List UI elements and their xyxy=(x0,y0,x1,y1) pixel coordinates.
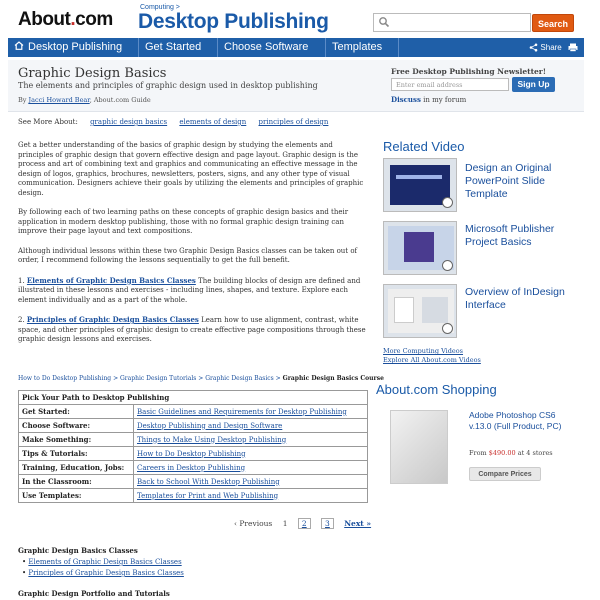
search-icon xyxy=(378,16,390,28)
body-list-item xyxy=(18,315,370,345)
nav-label: Desktop Publishing xyxy=(28,41,123,53)
thumb-line xyxy=(396,175,442,179)
video-thumbnail[interactable] xyxy=(383,158,457,212)
path-link-cell xyxy=(134,461,368,475)
table-row xyxy=(19,447,368,461)
forum-line xyxy=(391,95,466,104)
classes-heading: Graphic Design Basics Classes xyxy=(18,546,138,555)
path-link[interactable]: Desktop Publishing and Design Software xyxy=(137,421,283,430)
classes-list xyxy=(22,557,184,579)
thumb-slide xyxy=(390,165,450,205)
table-row xyxy=(19,475,368,489)
breadcrumb: How to Do Desktop Publishing > Graphic Design Tutorials > Graphic Design Basics > Graphic Design Basics Course xyxy=(18,375,384,382)
path-link[interactable]: Back to School With Desktop Publishing xyxy=(137,477,280,486)
about-logo[interactable]: About.com xyxy=(18,9,113,30)
compare-prices-button[interactable]: Compare Prices xyxy=(469,467,541,481)
video-title-link[interactable]: Overview of InDesign Interface xyxy=(465,286,565,311)
pagination-previous: ‹ Previous xyxy=(234,519,273,528)
article-body xyxy=(18,141,370,355)
item-text: The building blocks of design are defined and illustrated in these lessons and exercises - including lines, shapes, and texture. Explore each element individually and as a part of the whole. xyxy=(18,276,361,304)
newsletter-email-field[interactable]: Enter email address xyxy=(391,78,509,91)
path-link[interactable]: Templates for Print and Web Publishing xyxy=(137,491,279,500)
body-paragraph: Although individual lessons within these two Graphic Design Basics classes can be taken out of order, I recommend following the lessons sequentially to get the full benefit. xyxy=(18,246,358,264)
search-button[interactable]: Search xyxy=(532,14,574,32)
home-icon xyxy=(14,41,24,50)
nav-desktop-publishing[interactable] xyxy=(8,38,139,57)
item-number: 1. xyxy=(18,276,27,285)
nav-choose-software[interactable]: Choose Software xyxy=(218,38,326,57)
newsletter-signup-button[interactable]: Sign Up xyxy=(512,77,555,92)
classes-link[interactable]: Principles of Graphic Design Basics Classes xyxy=(28,569,184,577)
product-name-link[interactable]: Adobe Photoshop CS6 v.13.0 (Full Product, PC) xyxy=(469,410,562,431)
print-icon[interactable] xyxy=(568,43,578,52)
page-3-link[interactable] xyxy=(321,518,334,529)
breadcrumb-link[interactable]: Graphic Design Tutorials xyxy=(120,375,197,382)
portfolio-heading: Graphic Design Portfolio and Tutorials xyxy=(18,589,170,598)
body-paragraph: Get a better understanding of the basics of graphic design by studying the elements and principles of graphic design that govern effective design and page layout. Graphic design is the process and art of combining text and graphics and communicating an effective message in the design of logos, graphics, brochures, newsletters, posters, signs, and any other type of visual communication. Designers achieve their goals by utilizing the elements and principles of graphic design. xyxy=(18,141,364,197)
main-nav xyxy=(8,38,584,57)
byline-guide: , About.com Guide xyxy=(89,96,151,104)
channel-breadcrumb-link[interactable]: Computing > xyxy=(140,4,180,11)
path-link-cell xyxy=(134,405,368,419)
path-link-cell xyxy=(134,447,368,461)
item-number: 2. xyxy=(18,316,27,324)
see-more-about xyxy=(18,118,328,126)
share-icon xyxy=(529,43,538,52)
path-label: Get Started: xyxy=(19,405,134,419)
path-link[interactable]: How to Do Desktop Publishing xyxy=(137,449,246,458)
path-label: Use Templates: xyxy=(19,489,134,503)
breadcrumb-link[interactable]: How to Do Desktop Publishing xyxy=(18,375,112,382)
path-label: Tips & Tutorials: xyxy=(19,447,134,461)
path-table xyxy=(18,390,368,503)
path-link-cell xyxy=(134,475,368,489)
see-more-link[interactable]: principles of design xyxy=(258,118,329,126)
body-paragraph: By following each of two learning paths on these concepts of graphic design basics and their application in modern desktop publishing, those with no formal graphic design training can improve their page layout and text compositions. xyxy=(18,208,349,235)
table-row xyxy=(19,405,368,419)
video-title-link[interactable]: Microsoft Publisher Project Basics xyxy=(465,223,555,248)
list-item: • Principles of Graphic Design Basics Classes xyxy=(22,569,184,577)
channel-title[interactable]: Desktop Publishing xyxy=(138,10,329,33)
video-title-link[interactable]: Design an Original PowerPoint Slide Template xyxy=(465,162,552,200)
price-from: From xyxy=(469,449,489,457)
table-row xyxy=(19,489,368,503)
play-icon xyxy=(442,197,453,208)
share-label: Share xyxy=(540,43,562,52)
product-price xyxy=(469,449,553,457)
explore-videos-link[interactable]: Explore All About.com Videos xyxy=(383,356,481,364)
table-row xyxy=(19,433,368,447)
pagination-next[interactable]: Next » xyxy=(344,519,372,528)
path-link-cell xyxy=(134,489,368,503)
path-link[interactable]: Basic Guidelines and Requirements for Desktop Publishing xyxy=(137,407,347,416)
breadcrumb-link[interactable]: Graphic Design Basics xyxy=(205,375,274,382)
classes-link[interactable]: Elements of Graphic Design Basics Classes xyxy=(28,558,182,566)
more-computing-videos-link[interactable]: More Computing Videos xyxy=(383,347,464,355)
breadcrumb-current: Graphic Design Basics Course xyxy=(282,375,384,382)
play-icon xyxy=(442,323,453,334)
more-videos-links xyxy=(383,347,481,365)
path-link[interactable]: Careers in Desktop Publishing xyxy=(137,463,246,472)
page-title: Graphic Design Basics xyxy=(18,66,167,81)
product-image[interactable] xyxy=(390,410,448,484)
thumb-page xyxy=(404,232,434,262)
forum-text: in my forum xyxy=(420,96,467,104)
path-label: Training, Education, Jobs: xyxy=(19,461,134,475)
page-1: 1 xyxy=(282,519,288,528)
nav-get-started[interactable]: Get Started xyxy=(139,38,218,57)
path-link[interactable]: Things to Make Using Desktop Publishing xyxy=(137,435,287,444)
item-text: Learn how to use alignment, contrast, white space, and other principles of graphic design to create effective page compositions through these graphic design lessons and exercises. xyxy=(18,316,366,343)
path-link-cell xyxy=(134,433,368,447)
price-value: $490.00 xyxy=(488,449,516,457)
discuss-link[interactable]: Discuss xyxy=(391,95,421,104)
path-table-heading: Pick Your Path to Desktop Publishing xyxy=(19,391,368,405)
see-more-link[interactable]: graphic design basics xyxy=(90,118,168,126)
shopping-heading: About.com Shopping xyxy=(376,382,497,397)
body-list-item xyxy=(18,276,370,306)
play-icon xyxy=(442,260,453,271)
path-link-cell xyxy=(134,419,368,433)
path-label: In the Classroom: xyxy=(19,475,134,489)
nav-templates[interactable]: Templates xyxy=(326,38,399,57)
list-item: • Elements of Graphic Design Basics Classes xyxy=(22,558,182,566)
related-video-heading: Related Video xyxy=(383,139,465,154)
newsletter-title: Free Desktop Publishing Newsletter! xyxy=(391,67,547,76)
path-label: Choose Software: xyxy=(19,419,134,433)
thumb-page xyxy=(394,297,414,323)
page-subtitle: The elements and principles of graphic design used in desktop publishing xyxy=(18,81,318,90)
see-more-label: See More About: xyxy=(18,118,78,126)
elements-classes-link[interactable]: Elements of Graphic Design Basics Classes xyxy=(26,275,196,285)
table-row xyxy=(19,419,368,433)
principles-classes-link[interactable]: Principles of Graphic Design Basics Classes xyxy=(26,315,199,324)
video-thumbnail[interactable] xyxy=(383,221,457,275)
page-2-link[interactable] xyxy=(298,518,311,529)
price-stores: at 4 stores xyxy=(515,449,553,457)
pagination xyxy=(234,518,371,529)
table-row xyxy=(19,461,368,475)
page-3-label[interactable]: 3 xyxy=(325,519,330,528)
path-label: Make Something: xyxy=(19,433,134,447)
author-link[interactable]: Jacci Howard Bear xyxy=(28,96,90,104)
byline xyxy=(18,96,151,104)
search-input[interactable] xyxy=(373,13,531,32)
see-more-link[interactable]: elements of design xyxy=(179,118,247,126)
video-thumbnail[interactable] xyxy=(383,284,457,338)
byline-by: By xyxy=(18,96,27,104)
page-2-label[interactable]: 2 xyxy=(301,519,307,528)
share-control[interactable] xyxy=(529,38,578,57)
thumb-panel xyxy=(422,297,448,323)
